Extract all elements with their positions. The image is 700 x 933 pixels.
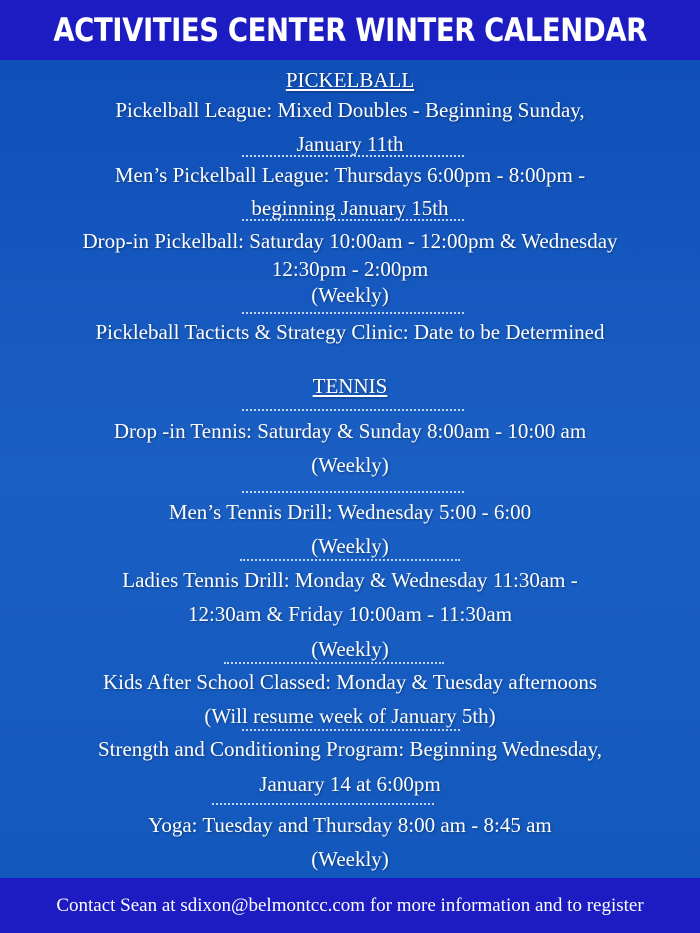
tennis-line: (Weekly) [311,453,389,477]
pickleball-line: January 11th [296,132,404,156]
tennis-line: (Weekly) [311,637,389,661]
dotted-divider [242,155,464,157]
dotted-divider [224,662,444,664]
tennis-line: (Weekly) [311,534,389,558]
dotted-divider [242,219,464,221]
dotted-divider [242,491,464,493]
pickleball-line: (Weekly) [311,283,389,307]
tennis-line: Kids After School Classed: Monday & Tuesday afternoons [102,670,598,694]
tennis-line: Strength and Conditioning Program: Beginning Wednesday, [97,737,602,761]
tennis-line: (Will resume week of January 5th) [204,704,496,728]
schedule-panel [0,60,700,878]
pickleball-line: 12:30pm - 2:00pm [271,257,429,281]
dotted-divider [242,729,460,731]
pickleball-line: Men’s Pickelball League: Thursdays 6:00pm - 8:00pm - [114,163,586,187]
dotted-divider [242,312,464,314]
page-title: ACTIVITIES CENTER WINTER CALENDAR [53,11,647,49]
tennis-line: Drop -in Tennis: Saturday & Sunday 8:00am - 10:00 am [113,419,587,443]
tennis-line: January 14 at 6:00pm [259,772,441,796]
tennis-line: Yoga: Tuesday and Thursday 8:00 am - 8:45 am [148,813,552,837]
pickleball-line: Pickelball League: Mixed Doubles - Beginning Sunday, [115,98,585,122]
tennis-line: Men’s Tennis Drill: Wednesday 5:00 - 6:00 [168,500,532,524]
dotted-divider [240,559,460,561]
footer-banner [0,878,700,933]
pickleball-heading: PICKELBALL [285,68,415,92]
tennis-heading: TENNIS [312,374,388,398]
contact-text: Contact Sean at sdixon@belmontcc.com for more information and to register [56,894,644,916]
dotted-divider [242,409,464,411]
pickleball-line: Pickleball Tacticts & Strategy Clinic: Date to be Determined [95,320,605,344]
tennis-line: Ladies Tennis Drill: Monday & Wednesday 11:30am - [122,568,578,592]
tennis-line: (Weekly) [311,847,389,871]
dotted-divider [212,803,434,805]
tennis-line: 12:30am & Friday 10:00am - 11:30am [187,602,513,626]
header-banner [0,0,700,60]
pickleball-line: beginning January 15th [251,196,449,220]
pickleball-line: Drop-in Pickelball: Saturday 10:00am - 12:00pm & Wednesday [82,229,618,253]
